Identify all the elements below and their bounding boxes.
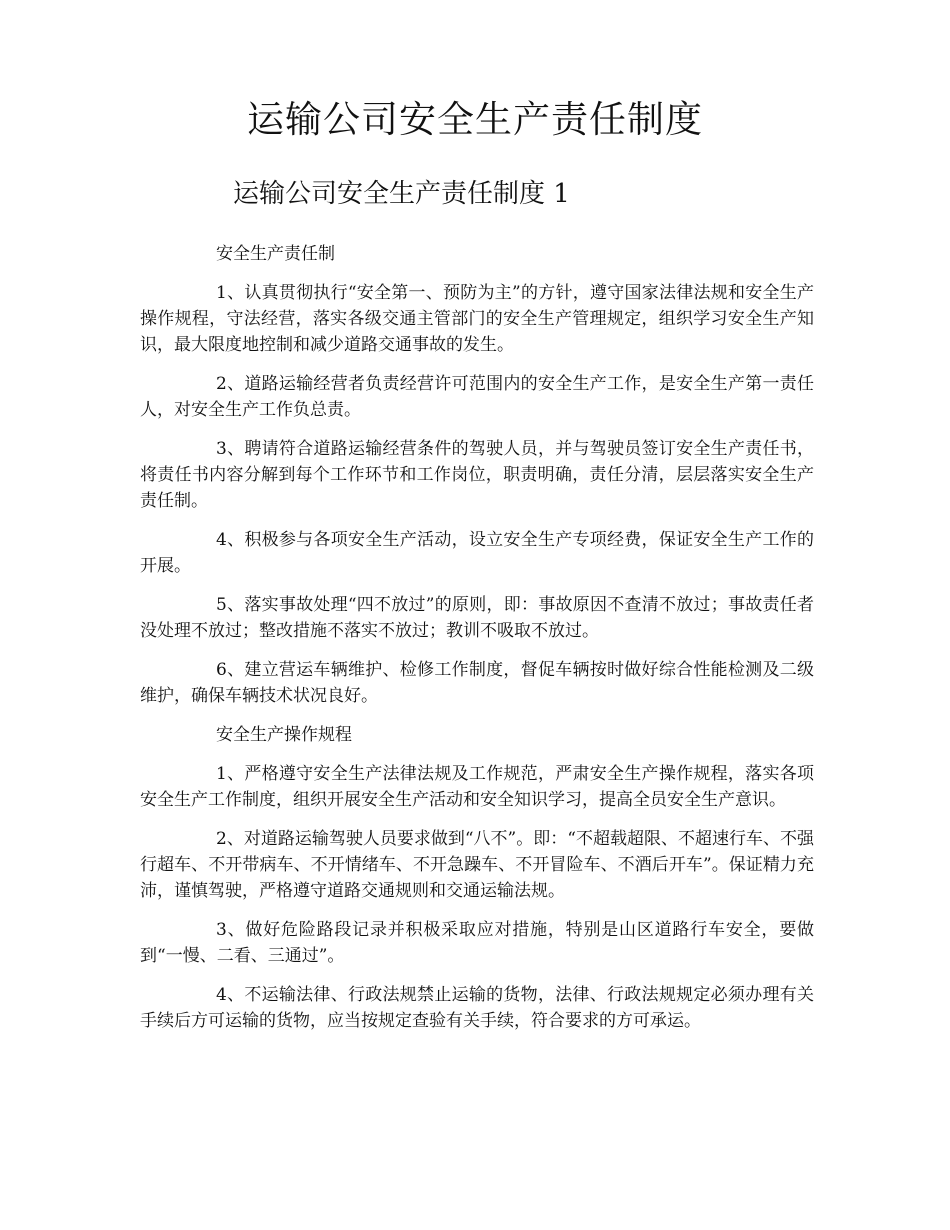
paragraph: 6、建立营运车辆维护、检修工作制度，督促车辆按时做好综合性能检测及二级维护，确保车辆技术状况良好。 [140, 660, 814, 706]
paragraph: 2、道路运输经营者负责经营许可范围内的安全生产工作，是安全生产第一责任人，对安全生产工作负总责。 [140, 374, 814, 420]
paragraph: 3、做好危险路段记录并积极采取应对措施，特别是山区道路行车安全，要做到“一慢、二看、三通过”。 [140, 920, 814, 966]
document-title: 运输公司安全生产责任制度 [247, 98, 703, 141]
paragraph: 5、落实事故处理“四不放过”的原则，即：事故原因不查清不放过；事故责任者没处理不放过；整改措施不落实不放过；教训不吸取不放过。 [140, 595, 814, 641]
document-body [140, 241, 814, 1047]
paragraph: 1、严格遵守安全生产法律法规及工作规范，严肃安全生产操作规程，落实各项安全生产工作制度，组织开展安全生产活动和安全知识学习，提高全员安全生产意识。 [140, 764, 814, 810]
paragraph: 3、聘请符合道路运输经营条件的驾驶人员，并与驾驶员签订安全生产责任书，将责任书内容分解到每个工作环节和工作岗位，职责明确，责任分清，层层落实安全生产责任制。 [140, 439, 814, 511]
section-title: 运输公司安全生产责任制度 1 [233, 179, 570, 209]
subsection-heading: 安全生产操作规程 [216, 725, 352, 745]
subsection-heading: 安全生产责任制 [216, 244, 335, 264]
paragraph: 4、积极参与各项安全生产活动，设立安全生产专项经费，保证安全生产工作的开展。 [140, 530, 814, 576]
paragraph: 4、不运输法律、行政法规禁止运输的货物，法律、行政法规规定必须办理有关手续后方可运输的货物，应当按规定查验有关手续，符合要求的方可承运。 [140, 985, 814, 1031]
paragraph: 1、认真贯彻执行“安全第一、预防为主”的方针，遵守国家法律法规和安全生产操作规程，守法经营，落实各级交通主管部门的安全生产管理规定，组织学习安全生产知识，最大限度地控制和减少道路交通事故的发生。 [140, 283, 814, 355]
paragraph: 2、对道路运输驾驶人员要求做到“八不”。即：“不超载超限、不超速行车、不强行超车、不开带病车、不开情绪车、不开急躁车、不开冒险车、不酒后开车”。保证精力充沛，谨慎驾驶，严格遵守道路交通规则和交通运输法规。 [140, 829, 814, 901]
